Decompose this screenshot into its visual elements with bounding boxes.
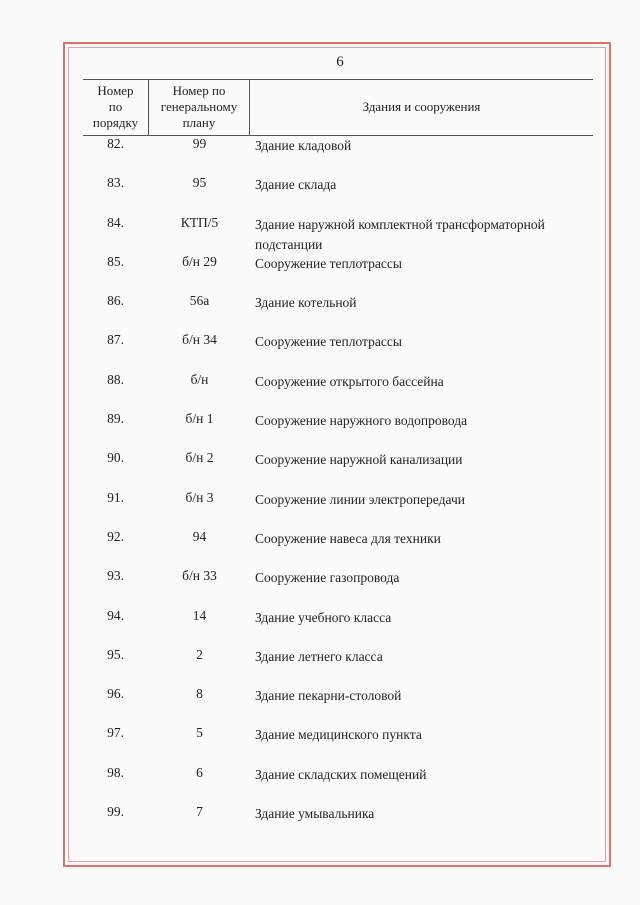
row-number: 83. [107, 175, 124, 191]
row-number: 87. [107, 332, 124, 348]
row-name: Сооружение наружной канализации [255, 452, 463, 468]
row-number: 95. [107, 646, 124, 662]
table-row [83, 608, 593, 647]
row-plan-number: КТП/5 [180, 214, 219, 230]
row-number: 85. [107, 253, 124, 269]
row-name: Сооружение линии электропередачи [255, 491, 465, 507]
row-name: Сооружение газопровода [255, 570, 400, 586]
page-number: 6 [336, 54, 344, 70]
row-number: 99. [107, 804, 124, 820]
table-row [83, 725, 593, 764]
table-row [83, 568, 593, 607]
row-plan-number: б/н [190, 371, 209, 387]
row-name: Сооружение наружного водопровода [255, 413, 468, 429]
row-name: Здание летнего класса [255, 648, 383, 664]
row-number: 88. [107, 371, 124, 387]
row-plan-number: б/н 34 [182, 332, 217, 348]
row-plan-number: 8 [196, 686, 203, 702]
row-name: Сооружение навеса для техники [255, 530, 441, 546]
row-name: Здание учебного класса [255, 609, 392, 625]
row-plan-number: б/н 2 [185, 450, 214, 466]
table-row [83, 411, 593, 450]
row-number: 92. [107, 528, 124, 544]
row-name: Сооружение открытого бассейна [255, 373, 444, 389]
row-plan-number: 56а [189, 293, 210, 309]
row-number: 97. [107, 725, 124, 741]
row-name: Здание кладовой [255, 138, 352, 153]
table-row [83, 175, 593, 214]
row-plan-number: 94 [192, 528, 207, 544]
row-number: 94. [107, 607, 124, 623]
table-row [83, 215, 593, 254]
row-name: Здание склада [255, 177, 337, 193]
row-name: Сооружение теплотрассы [255, 255, 402, 271]
row-plan-number: 95 [192, 175, 207, 191]
row-name: Здание умывальника [255, 806, 375, 822]
row-number: 93. [107, 568, 124, 584]
table-row [83, 804, 593, 843]
row-plan-number: 5 [196, 725, 203, 741]
table-row [83, 647, 593, 686]
row-plan-number: 7 [196, 804, 203, 820]
row-number: 91. [107, 489, 124, 505]
row-number: 86. [107, 293, 124, 309]
row-plan-number: 2 [196, 646, 203, 662]
row-number: 90. [107, 450, 124, 466]
row-name: Здание пекарни-столовой [255, 688, 402, 704]
table-row [83, 490, 593, 529]
table-row [83, 254, 593, 293]
row-name: Здание наружной комплектной трансформаторной подстанции [255, 216, 545, 252]
row-number: 84. [107, 214, 124, 230]
row-plan-number: 99 [192, 136, 207, 151]
table-row [83, 450, 593, 489]
header-name: Здания и сооружения [362, 99, 481, 114]
row-number: 96. [107, 686, 124, 702]
table-row [83, 686, 593, 725]
row-name: Здание медицинского пункта [255, 727, 422, 743]
table-row [83, 332, 593, 371]
row-plan-number: б/н 29 [182, 253, 217, 269]
row-name: Сооружение теплотрассы [255, 334, 402, 350]
row-plan-number: б/н 3 [185, 489, 214, 505]
row-number: 82. [107, 136, 124, 151]
header-number: Номер по порядку [92, 83, 139, 130]
row-plan-number: б/н 33 [182, 568, 217, 584]
row-number: 98. [107, 764, 124, 780]
table-row [83, 765, 593, 804]
row-name: Здание котельной [255, 295, 357, 311]
row-plan-number: 14 [192, 607, 207, 623]
table-body [83, 136, 593, 843]
row-plan-number: б/н 1 [185, 411, 214, 427]
row-name: Здание складских помещений [255, 766, 427, 782]
table-row [83, 293, 593, 332]
table-row [83, 136, 593, 175]
table-row [83, 372, 593, 411]
row-number: 89. [107, 411, 124, 427]
header-plan-number: Номер по генеральному плану [160, 83, 238, 130]
table-row [83, 529, 593, 568]
row-plan-number: 6 [196, 764, 203, 780]
